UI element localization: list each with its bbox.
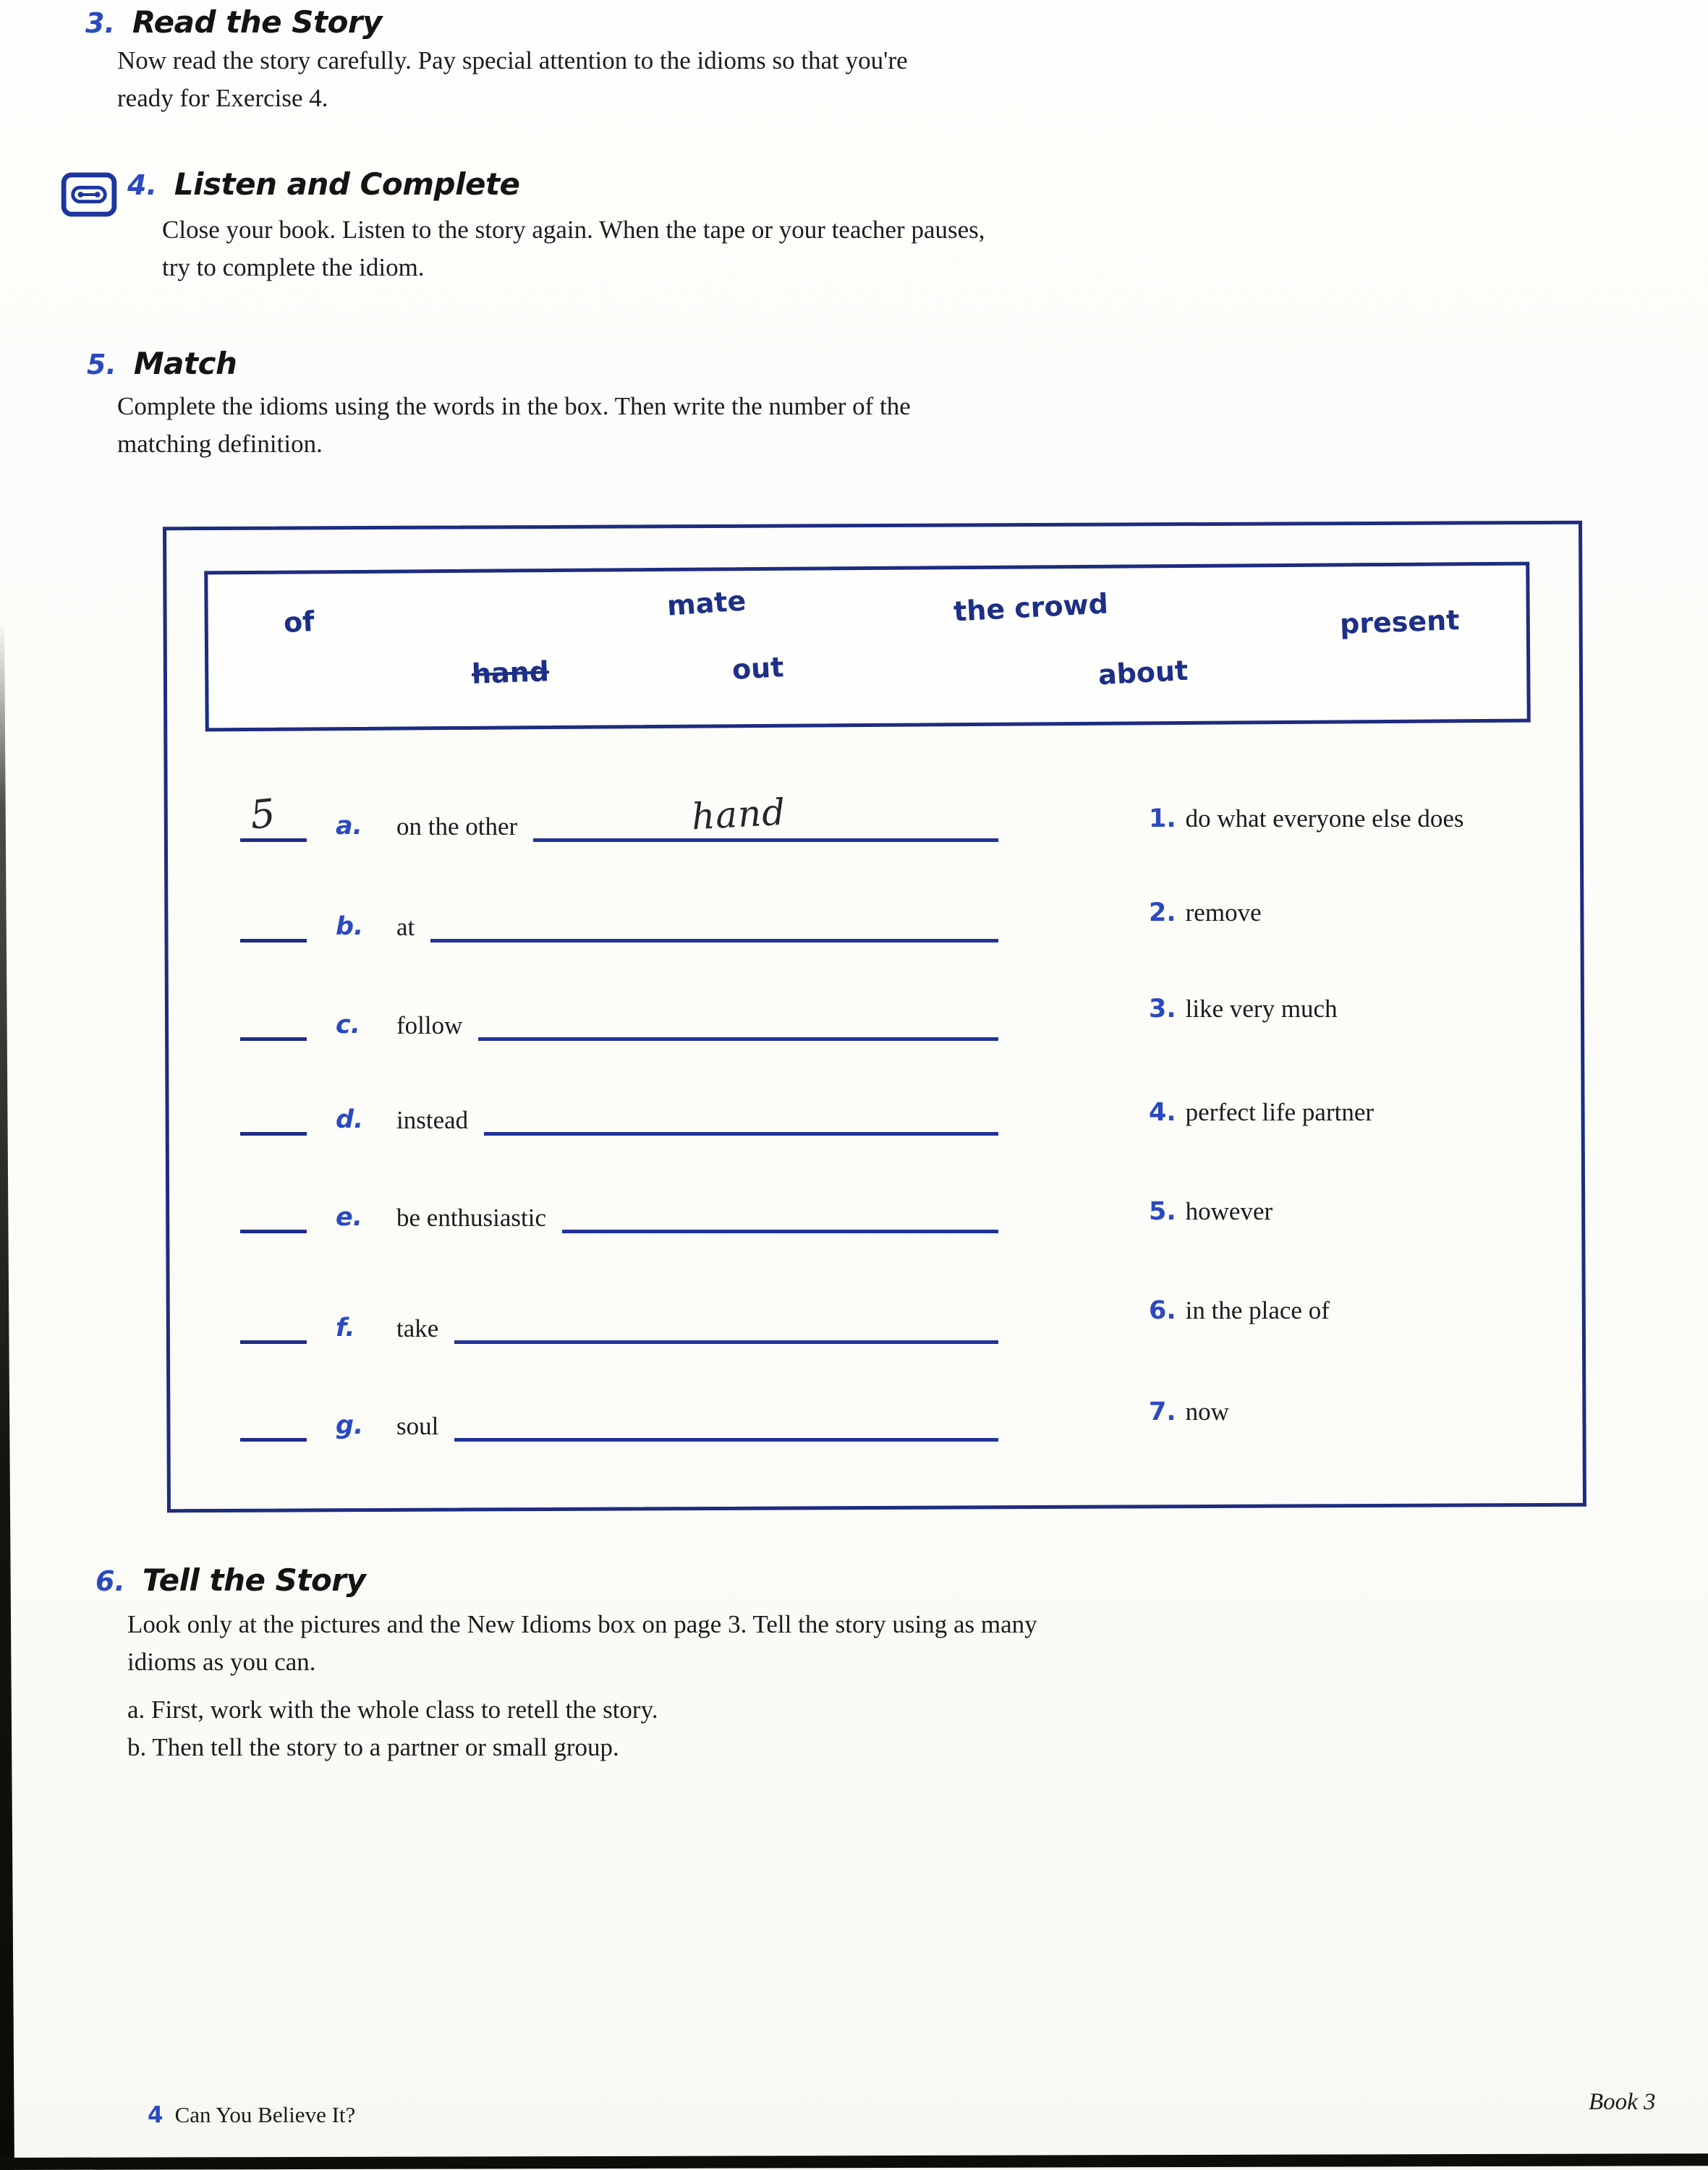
definition-7-number: 7. (1149, 1397, 1176, 1426)
item-phrase-c: follow (396, 1011, 463, 1040)
definition-6 (1149, 1296, 1330, 1325)
book-title: Can You Believe It? (174, 2102, 356, 2127)
idiom-blank-d (484, 1132, 998, 1136)
answer-number-blank-d (240, 1132, 307, 1136)
answer-number-blank-c (240, 1037, 307, 1041)
definition-2-number: 2. (1149, 898, 1176, 927)
match-item-f (240, 1296, 998, 1344)
word-bank-word-of: of (282, 605, 315, 639)
item-letter-b: b. (336, 912, 364, 941)
item-letter-f: f. (336, 1314, 355, 1343)
section-4-number: 4. (127, 169, 157, 201)
section-4-title: Listen and Complete (174, 166, 520, 202)
item-letter-d: d. (336, 1105, 364, 1134)
handwritten-answer-number-a: 5 (247, 790, 278, 838)
idiom-blank-b (430, 939, 998, 943)
definition-3 (1149, 995, 1338, 1024)
section-5-title: Match (133, 346, 237, 381)
idiom-blank-c (478, 1037, 998, 1041)
idiom-blank-e (562, 1230, 998, 1233)
definition-4-number: 4. (1149, 1098, 1176, 1127)
idiom-blank-a (533, 791, 998, 842)
item-letter-g: g. (336, 1411, 364, 1440)
section-3-title: Read the Story (132, 4, 383, 40)
section-5-body (117, 388, 911, 463)
answer-number-blank-g (240, 1438, 307, 1442)
word-bank-word-mate: mate (666, 584, 747, 622)
definition-7-text: now (1185, 1397, 1229, 1426)
item-letter-e: e. (336, 1203, 363, 1232)
item-phrase-e: be enthusiastic (396, 1204, 547, 1233)
match-item-d (240, 1088, 998, 1136)
item-phrase-b: at (396, 913, 415, 942)
section-3-body (117, 42, 908, 117)
word-bank-word-the-crowd: the crowd (952, 587, 1109, 628)
section-4-body (162, 211, 985, 286)
item-phrase-f: take (396, 1314, 439, 1343)
scan-edge-left (0, 622, 14, 2170)
word-bank-box (204, 562, 1531, 732)
section-4-heading (127, 166, 520, 202)
item-phrase-d: instead (396, 1106, 469, 1135)
section-6-title: Tell the Story (142, 1562, 366, 1598)
match-item-b (240, 895, 998, 943)
footer-left (148, 2102, 355, 2128)
item-phrase-a: on the other (396, 812, 518, 841)
answer-number-blank-f (240, 1340, 307, 1344)
definition-5-text: however (1185, 1197, 1273, 1225)
section-6-step-b: b. Then tell the story to a partner or small group. (127, 1733, 619, 1761)
definition-1-number: 1. (1149, 804, 1176, 833)
definition-4-text: perfect life partner (1185, 1098, 1375, 1126)
answer-number-blank-b (240, 939, 307, 943)
section-6-step-a: a. First, work with the whole class to retell the story. (127, 1695, 658, 1724)
definition-2 (1149, 898, 1262, 927)
handwritten-answer-word-a: hand (690, 791, 787, 838)
item-phrase-g: soul (396, 1412, 439, 1441)
page-number: 4 (148, 2102, 163, 2128)
section-4-line-2: try to complete the idiom. (162, 253, 425, 281)
section-3-number: 3. (85, 7, 115, 39)
section-6-line-2: idioms as you can. (127, 1648, 316, 1676)
word-bank-word-present: present (1339, 604, 1461, 640)
section-6-number: 6. (95, 1565, 125, 1597)
word-bank-word-out: out (731, 651, 785, 686)
definition-6-number: 6. (1149, 1296, 1176, 1325)
word-bank-word-about: about (1097, 654, 1189, 692)
section-6-body (127, 1606, 1037, 1766)
section-5-heading (87, 346, 237, 381)
answer-number-blank-e (240, 1230, 307, 1233)
section-5-number: 5. (87, 349, 116, 380)
section-3-heading (85, 4, 382, 40)
definition-1 (1149, 804, 1464, 833)
match-item-e (240, 1186, 998, 1233)
definition-3-text: like very much (1185, 995, 1338, 1023)
definition-6-text: in the place of (1185, 1296, 1330, 1324)
item-letter-c: c. (336, 1010, 361, 1039)
section-3-line-1: Now read the story carefully. Pay special attention to the idioms so that you're (117, 46, 908, 75)
item-letter-a: a. (336, 812, 362, 841)
definition-7 (1149, 1397, 1229, 1426)
section-6-line-1: Look only at the pictures and the New Idioms box on page 3. Tell the story using as many (127, 1610, 1037, 1638)
word-bank-word-hand-crossed-out: hand (471, 655, 550, 690)
cassette-icon (61, 172, 117, 221)
section-3-line-2: ready for Exercise 4. (117, 84, 328, 112)
idiom-blank-g (454, 1438, 998, 1442)
section-4-line-1: Close your book. Listen to the story again. When the tape or your teacher pauses, (162, 216, 985, 244)
answer-number-blank-a (240, 790, 307, 842)
section-5-line-1: Complete the idioms using the words in the box. Then write the number of the (117, 392, 911, 420)
scan-edge-bottom (0, 2153, 1708, 2170)
section-6-heading (95, 1562, 365, 1598)
match-item-g (240, 1394, 998, 1442)
idiom-blank-f (454, 1340, 998, 1344)
definition-2-text: remove (1185, 898, 1262, 927)
definition-5-number: 5. (1149, 1197, 1176, 1226)
match-item-a (240, 790, 998, 842)
section-5-line-2: matching definition. (117, 430, 323, 458)
definition-1-text: do what everyone else does (1185, 804, 1464, 833)
match-item-c (240, 993, 998, 1041)
book-edition: Book 3 (1589, 2089, 1656, 2115)
definition-4 (1149, 1098, 1374, 1127)
definition-5 (1149, 1197, 1272, 1226)
definition-3-number: 3. (1149, 995, 1176, 1024)
